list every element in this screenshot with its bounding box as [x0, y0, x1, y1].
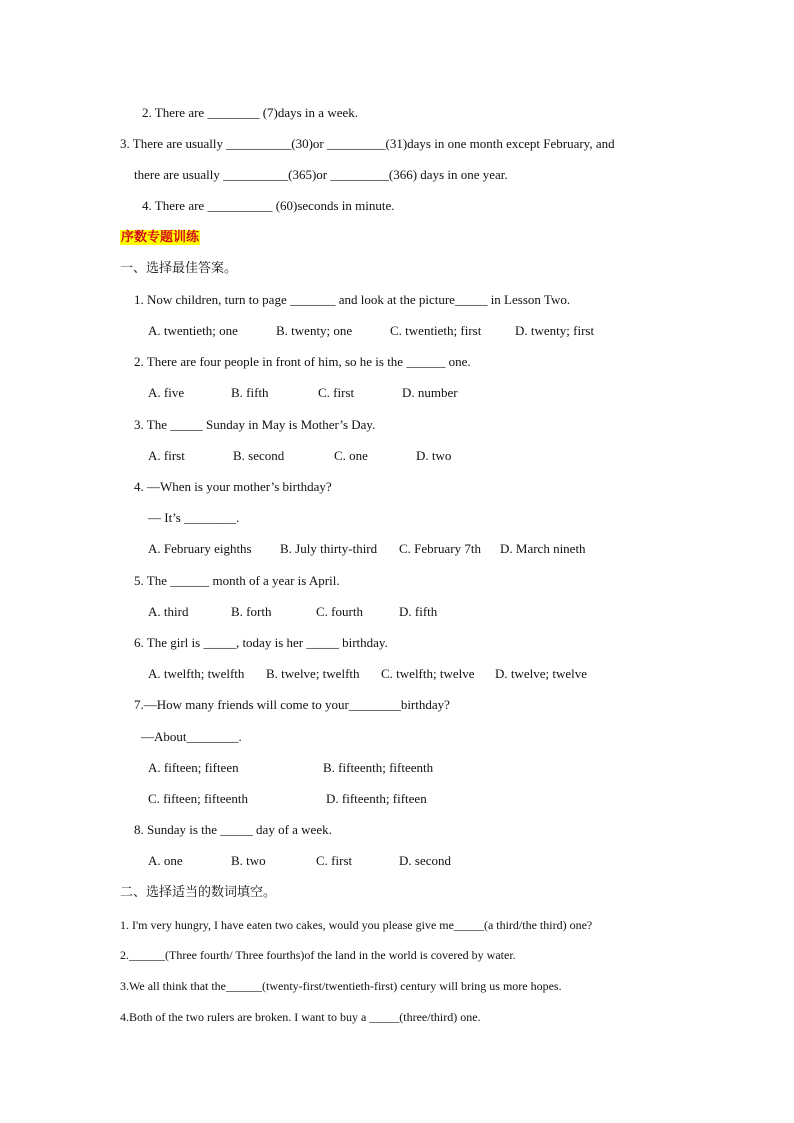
section-title-text: 序数专题训练 [121, 230, 200, 245]
q5-option-a: A. third [148, 604, 189, 619]
part2-item-2: 2.______(Three fourth/ Three fourths)of the land in the world is covered by water. [120, 948, 516, 962]
q4-option-a: A. February eighths [148, 541, 252, 556]
q8-option-b: B. two [231, 853, 266, 868]
q4-stem-answer: — It’s ________. [148, 510, 240, 525]
q3-option-b: B. second [233, 448, 285, 463]
q2-option-c: C. first [318, 385, 355, 400]
q5-option-b: B. forth [231, 604, 272, 619]
q7-option-b: B. fifteenth; fifteenth [323, 760, 434, 775]
q7-option-a: A. fifteen; fifteen [148, 760, 239, 775]
part2-item-3: 3.We all think that the______(twenty-first/twentieth-first) century will bring us more hopes. [120, 979, 562, 993]
section-title [120, 229, 200, 246]
q6-option-d: D. twelve; twelve [495, 666, 588, 681]
q2-option-d: D. number [402, 385, 458, 400]
q5-option-d: D. fifth [399, 604, 438, 619]
part1-heading: 一、选择最佳答案。 [120, 261, 238, 276]
q7-option-c: C. fifteen; fifteenth [148, 791, 248, 806]
top-question-4: 4. There are __________ (60)seconds in minute. [142, 198, 395, 213]
q3-option-a: A. first [148, 448, 185, 463]
q4-option-b: B. July thirty-third [280, 541, 378, 556]
q1-option-d: D. twenty; first [515, 323, 595, 338]
q4-stem: 4. —When is your mother’s birthday? [134, 479, 332, 494]
q1-stem: 1. Now children, turn to page _______ and look at the picture_____ in Lesson Two. [134, 292, 571, 307]
q4-option-d: D. March nineth [500, 541, 586, 556]
q2-stem: 2. There are four people in front of him, so he is the ______ one. [134, 354, 471, 369]
part2-item-1: 1. I'm very hungry, I have eaten two cakes, would you please give me_____(a third/the third) one? [120, 918, 593, 932]
q2-option-a: A. five [148, 385, 185, 400]
q1-option-c: C. twentieth; first [390, 323, 482, 338]
q7-stem-answer: —About________. [141, 729, 242, 744]
top-question-3-line2: there are usually __________(365)or _________(366) days in one year. [134, 167, 508, 182]
q3-stem: 3. The _____ Sunday in May is Mother’s Day. [134, 417, 376, 432]
q8-option-d: D. second [399, 853, 451, 868]
q4-option-c: C. February 7th [399, 541, 481, 556]
q6-option-a: A. twelfth; twelfth [148, 666, 245, 681]
q7-option-d: D. fifteenth; fifteen [326, 791, 427, 806]
q1-option-b: B. twenty; one [276, 323, 353, 338]
q5-option-c: C. fourth [316, 604, 363, 619]
q6-stem: 6. The girl is _____, today is her _____ birthday. [134, 635, 388, 650]
q1-option-a: A. twentieth; one [148, 323, 238, 338]
q6-option-b: B. twelve; twelfth [266, 666, 360, 681]
q2-option-b: B. fifth [231, 385, 269, 400]
q8-option-a: A. one [148, 853, 183, 868]
part2-item-4: 4.Both of the two rulers are broken. I want to buy a _____(three/third) one. [120, 1010, 481, 1024]
q6-option-c: C. twelfth; twelve [381, 666, 475, 681]
q5-stem: 5. The ______ month of a year is April. [134, 573, 340, 588]
q8-stem: 8. Sunday is the _____ day of a week. [134, 822, 332, 837]
q8-option-c: C. first [316, 853, 353, 868]
q3-option-d: D. two [416, 448, 452, 463]
top-question-3-line1: 3. There are usually __________(30)or _________(31)days in one month except February, and [120, 136, 615, 151]
top-question-2: 2. There are ________ (7)days in a week. [142, 105, 358, 120]
part2-heading: 二、选择适当的数词填空。 [120, 885, 277, 900]
q3-option-c: C. one [334, 448, 368, 463]
q7-stem: 7.—How many friends will come to your________birthday? [134, 697, 450, 712]
